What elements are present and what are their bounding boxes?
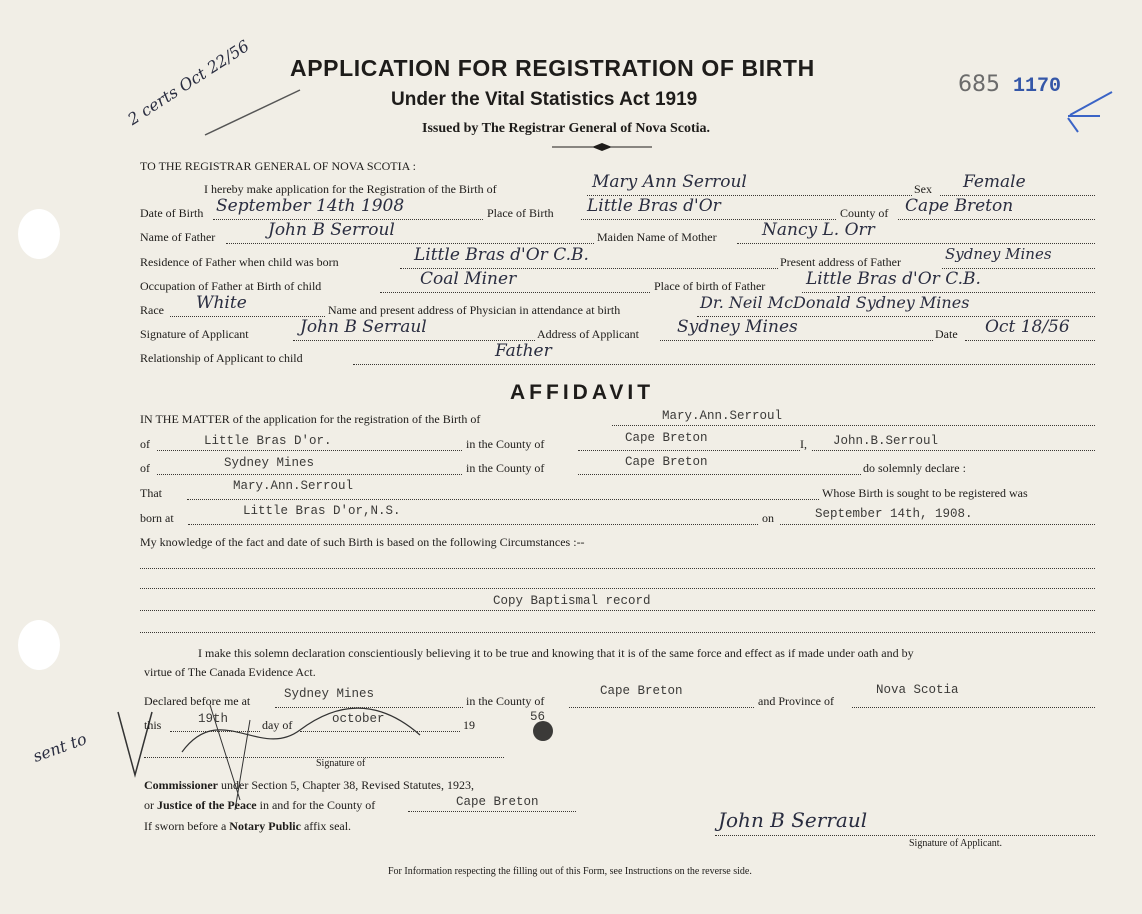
month-value: october — [332, 712, 385, 726]
declared-county-value: Cape Breton — [600, 684, 683, 698]
relationship-label: Relationship of Applicant to child — [140, 351, 303, 365]
father-pob-value: Little Bras d'Or C.B. — [806, 269, 981, 289]
declarant-value: John.B.Serroul — [833, 434, 939, 448]
declaration-line-2: virtue of The Canada Evidence Act. — [144, 665, 316, 679]
whose-label: Whose Birth is sought to be registered was — [822, 486, 1028, 500]
solemnly-label: do solemnly declare : — [863, 461, 966, 475]
day-value: 19th — [198, 712, 229, 726]
child-name-value: Mary Ann Serroul — [592, 172, 747, 192]
born-date-line — [780, 523, 1095, 525]
mother-maiden-value: Nancy L. Orr — [762, 220, 875, 240]
county-line — [898, 218, 1095, 220]
in-county-label-1: in the County of — [466, 437, 545, 451]
matter-value: Mary.Ann.Serroul — [662, 409, 783, 423]
date-label: Date — [935, 327, 958, 341]
intro-label: I hereby make application for the Registration of the Birth of — [204, 182, 497, 196]
sent-note: sent to — [30, 729, 90, 766]
declarant-line — [812, 449, 1095, 451]
in-county-label-3: in the County of — [466, 694, 545, 708]
applicant-signature-label: Signature of Applicant. — [909, 838, 1003, 849]
circumstance-line-1 — [140, 567, 1095, 569]
date-line — [965, 339, 1095, 341]
applicant-sig-value: John B Serraul — [300, 317, 427, 337]
province-line — [852, 706, 1095, 708]
of-line-1 — [157, 449, 462, 451]
circumstance-value: Copy Baptismal record — [493, 594, 651, 608]
justice-county-line — [408, 810, 576, 812]
mother-maiden-label: Maiden Name of Mother — [597, 230, 717, 244]
dob-label: Date of Birth — [140, 206, 204, 220]
justice-pre: or — [144, 798, 154, 812]
applicant-signature-line — [715, 834, 1095, 836]
affidavit-heading: AFFIDAVIT — [510, 381, 655, 404]
commissioner-line — [144, 778, 474, 793]
race-label: Race — [140, 303, 164, 317]
of-place-2: Sydney Mines — [224, 456, 315, 470]
notary-label: Notary Public — [229, 819, 301, 833]
occupation-line — [380, 291, 650, 293]
day-line — [170, 730, 260, 732]
dob-value: September 14th 1908 — [216, 196, 405, 216]
county-label: County of — [840, 206, 889, 220]
circumstance-line-4 — [140, 631, 1095, 633]
father-res-value: Little Bras d'Or C.B. — [414, 245, 589, 265]
notary-text: affix seal. — [303, 819, 352, 833]
born-place-value: Little Bras D'or,N.S. — [243, 504, 401, 518]
father-pob-label: Place of birth of Father — [654, 279, 766, 293]
circumstance-line-3 — [140, 609, 1095, 611]
relationship-line — [353, 363, 1095, 365]
ornament-divider — [552, 141, 652, 153]
matter-label: IN THE MATTER of the application for the registration of the Birth of — [140, 412, 481, 426]
county-value-2: Cape Breton — [625, 455, 708, 469]
this-label: this — [144, 718, 162, 732]
register-number-pencil: 685 — [958, 72, 1000, 97]
province-value: Nova Scotia — [876, 683, 959, 697]
declared-place-value: Sydney Mines — [284, 687, 375, 701]
commissioner-label: Commissioner — [144, 778, 218, 792]
justice-text: in and for the County of — [259, 798, 376, 812]
that-line — [187, 498, 819, 500]
county-value-1: Cape Breton — [625, 431, 708, 445]
county-value: Cape Breton — [905, 196, 1014, 216]
register-number-stamp: 1170 — [1013, 75, 1062, 98]
born-label: born at — [140, 511, 174, 525]
pob-label: Place of Birth — [487, 206, 554, 220]
circumstance-line-2 — [140, 587, 1095, 589]
father-label: Name of Father — [140, 230, 216, 244]
year-prefix: 19 — [463, 718, 475, 732]
father-res-label: Residence of Father when child was born — [140, 255, 339, 269]
occupation-value: Coal Miner — [420, 269, 517, 289]
sex-value: Female — [963, 172, 1026, 192]
form-subtitle: Under the Vital Statistics Act 1919 — [391, 89, 698, 110]
father-present-label: Present address of Father — [780, 255, 901, 269]
declared-label: Declared before me at — [144, 694, 251, 708]
signature-of-label: Signature of — [316, 758, 366, 769]
justice-county-value: Cape Breton — [456, 795, 539, 809]
day-of-label: day of — [262, 718, 293, 732]
knowledge-label: My knowledge of the fact and date of such Birth is based on the following Circumstances :-- — [140, 535, 585, 549]
month-line — [300, 730, 460, 732]
in-county-label-2: in the County of — [466, 461, 545, 475]
matter-line — [612, 424, 1095, 426]
sex-label: Sex — [914, 182, 932, 196]
justice-label: Justice of the Peace — [157, 798, 257, 812]
applicant-sig-label: Signature of Applicant — [140, 327, 249, 341]
physician-value: Dr. Neil McDonald Sydney Mines — [700, 293, 970, 312]
form-title: APPLICATION FOR REGISTRATION OF BIRTH — [290, 55, 815, 81]
applicant-addr-label: Address of Applicant — [537, 327, 639, 341]
year-value: 56 — [530, 710, 546, 724]
form-issuer: Issued by The Registrar General of Nova Scotia. — [422, 121, 711, 136]
born-place-line — [188, 523, 758, 525]
physician-label: Name and present address of Physician in attendance at birth — [328, 303, 621, 317]
footer-note: For Information respecting the filling out of this Form, see Instructions on the reverse side. — [388, 866, 752, 877]
of-label-2: of — [140, 461, 150, 475]
that-label: That — [140, 486, 162, 500]
declared-place-line — [275, 706, 463, 708]
date-value: Oct 18/56 — [985, 317, 1070, 337]
notary-pre: If sworn before a — [144, 819, 227, 833]
notary-line — [144, 819, 351, 834]
born-date-value: September 14th, 1908. — [815, 507, 973, 521]
addressee: TO THE REGISTRAR GENERAL OF NOVA SCOTIA : — [140, 159, 416, 173]
father-line — [226, 242, 594, 244]
top-left-note: 2 certs Oct 22/56 — [124, 36, 253, 129]
race-value: White — [196, 293, 247, 313]
justice-line — [144, 798, 375, 813]
commissioner-text: under Section 5, Chapter 38, Revised Statutes, 1923, — [221, 778, 474, 792]
county-line-1 — [578, 449, 800, 451]
of-line-2 — [157, 473, 462, 475]
relationship-value: Father — [495, 341, 552, 361]
applicant-signature: John B Serraul — [718, 808, 868, 832]
of-label-1: of — [140, 437, 150, 451]
of-place-1: Little Bras D'or. — [204, 434, 332, 448]
province-label: and Province of — [758, 694, 834, 708]
pob-value: Little Bras d'Or — [587, 196, 721, 216]
father-present-value: Sydney Mines — [945, 245, 1052, 263]
mother-maiden-line — [737, 242, 1095, 244]
declared-county-line — [569, 706, 754, 708]
i-label: I, — [800, 437, 807, 451]
county-line-2 — [578, 473, 861, 475]
applicant-addr-line — [660, 339, 933, 341]
applicant-addr-value: Sydney Mines — [677, 317, 798, 337]
on-label: on — [762, 511, 774, 525]
that-value: Mary.Ann.Serroul — [233, 479, 354, 493]
occupation-label: Occupation of Father at Birth of child — [140, 279, 322, 293]
father-value: John B Serroul — [268, 220, 395, 240]
declaration-line-1: I make this solemn declaration conscientiously believing it to be true and knowing that it is of the same force and effect as if made under oath and by — [198, 646, 914, 660]
